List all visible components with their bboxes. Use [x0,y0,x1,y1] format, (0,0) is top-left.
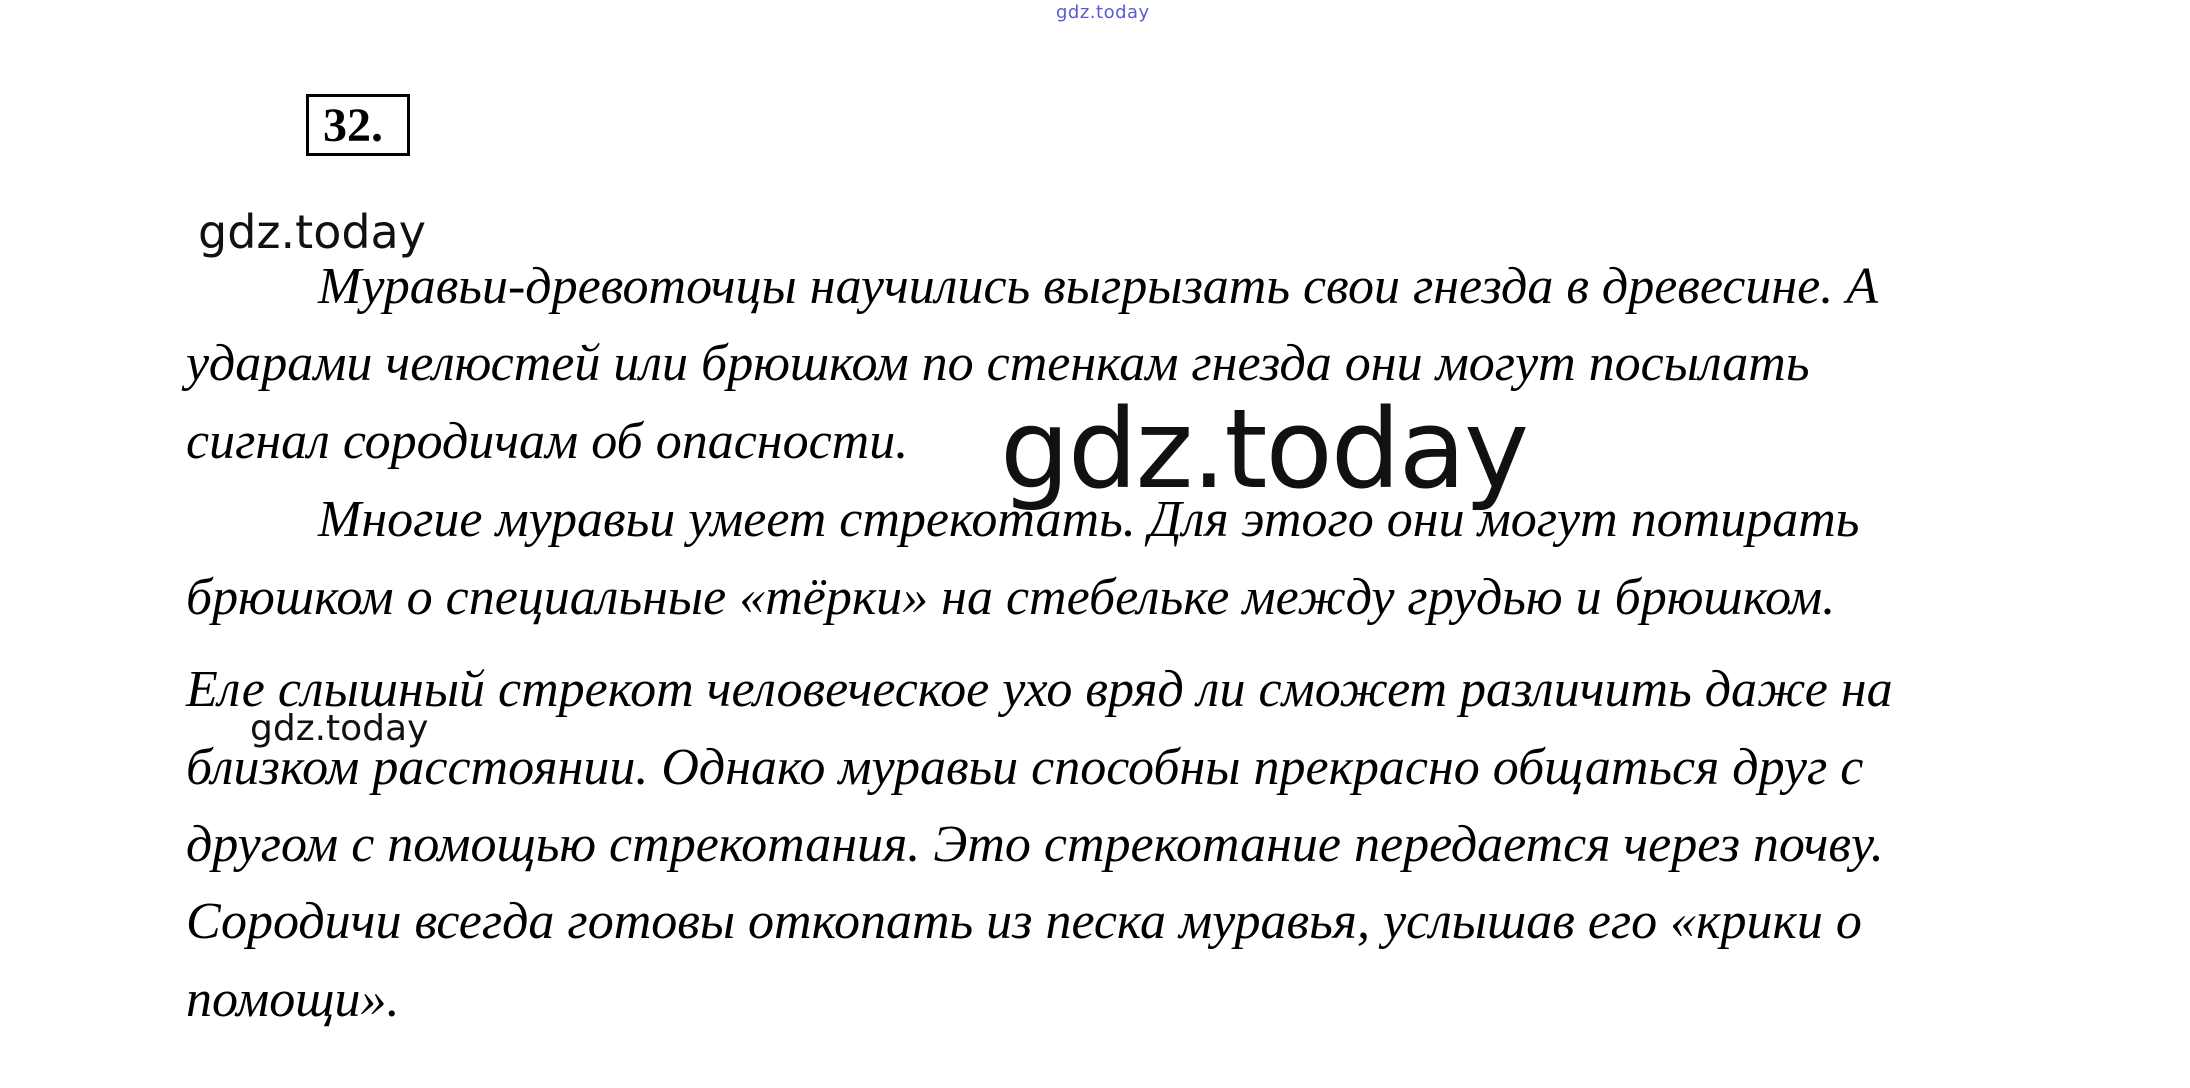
text-line-9: Сородичи всегда готовы откопать из песка муравья, услышав его «крики о [186,893,1862,950]
text-line-8: другом с помощью стрекотания. Это стрекотание передается через почву. [186,816,1884,873]
text-line-7: близком расстоянии. Однако муравьи способны прекрасно общаться друг с [186,739,1864,796]
text-line-10: помощи». [186,971,400,1028]
watermark-top: gdz.today [1056,2,1150,23]
task-number: 32. [306,94,410,156]
text-line-3: сигнал сородичам об опасности. [186,413,909,470]
text-line-5: брюшком о специальные «тёрки» на стебельке между грудью и брюшком. [186,569,1836,626]
text-line-2: ударами челюстей или брюшком по стенкам гнезда они могут посылать [186,335,1810,392]
text-line-6: Еле слышный стрекот человеческое ухо вряд ли сможет различить даже на [186,661,1893,718]
watermark-small-1: gdz.today [198,205,426,259]
text-line-4: Многие муравьи умеет стрекотать. Для этого они могут потирать [318,491,1860,548]
text-line-1: Муравьи-древоточцы научились выгрызать свои гнезда в древесине. А [318,258,1878,315]
watermark-small-2: gdz.today [250,708,429,749]
watermark-large: gdz.today [1000,385,1528,513]
